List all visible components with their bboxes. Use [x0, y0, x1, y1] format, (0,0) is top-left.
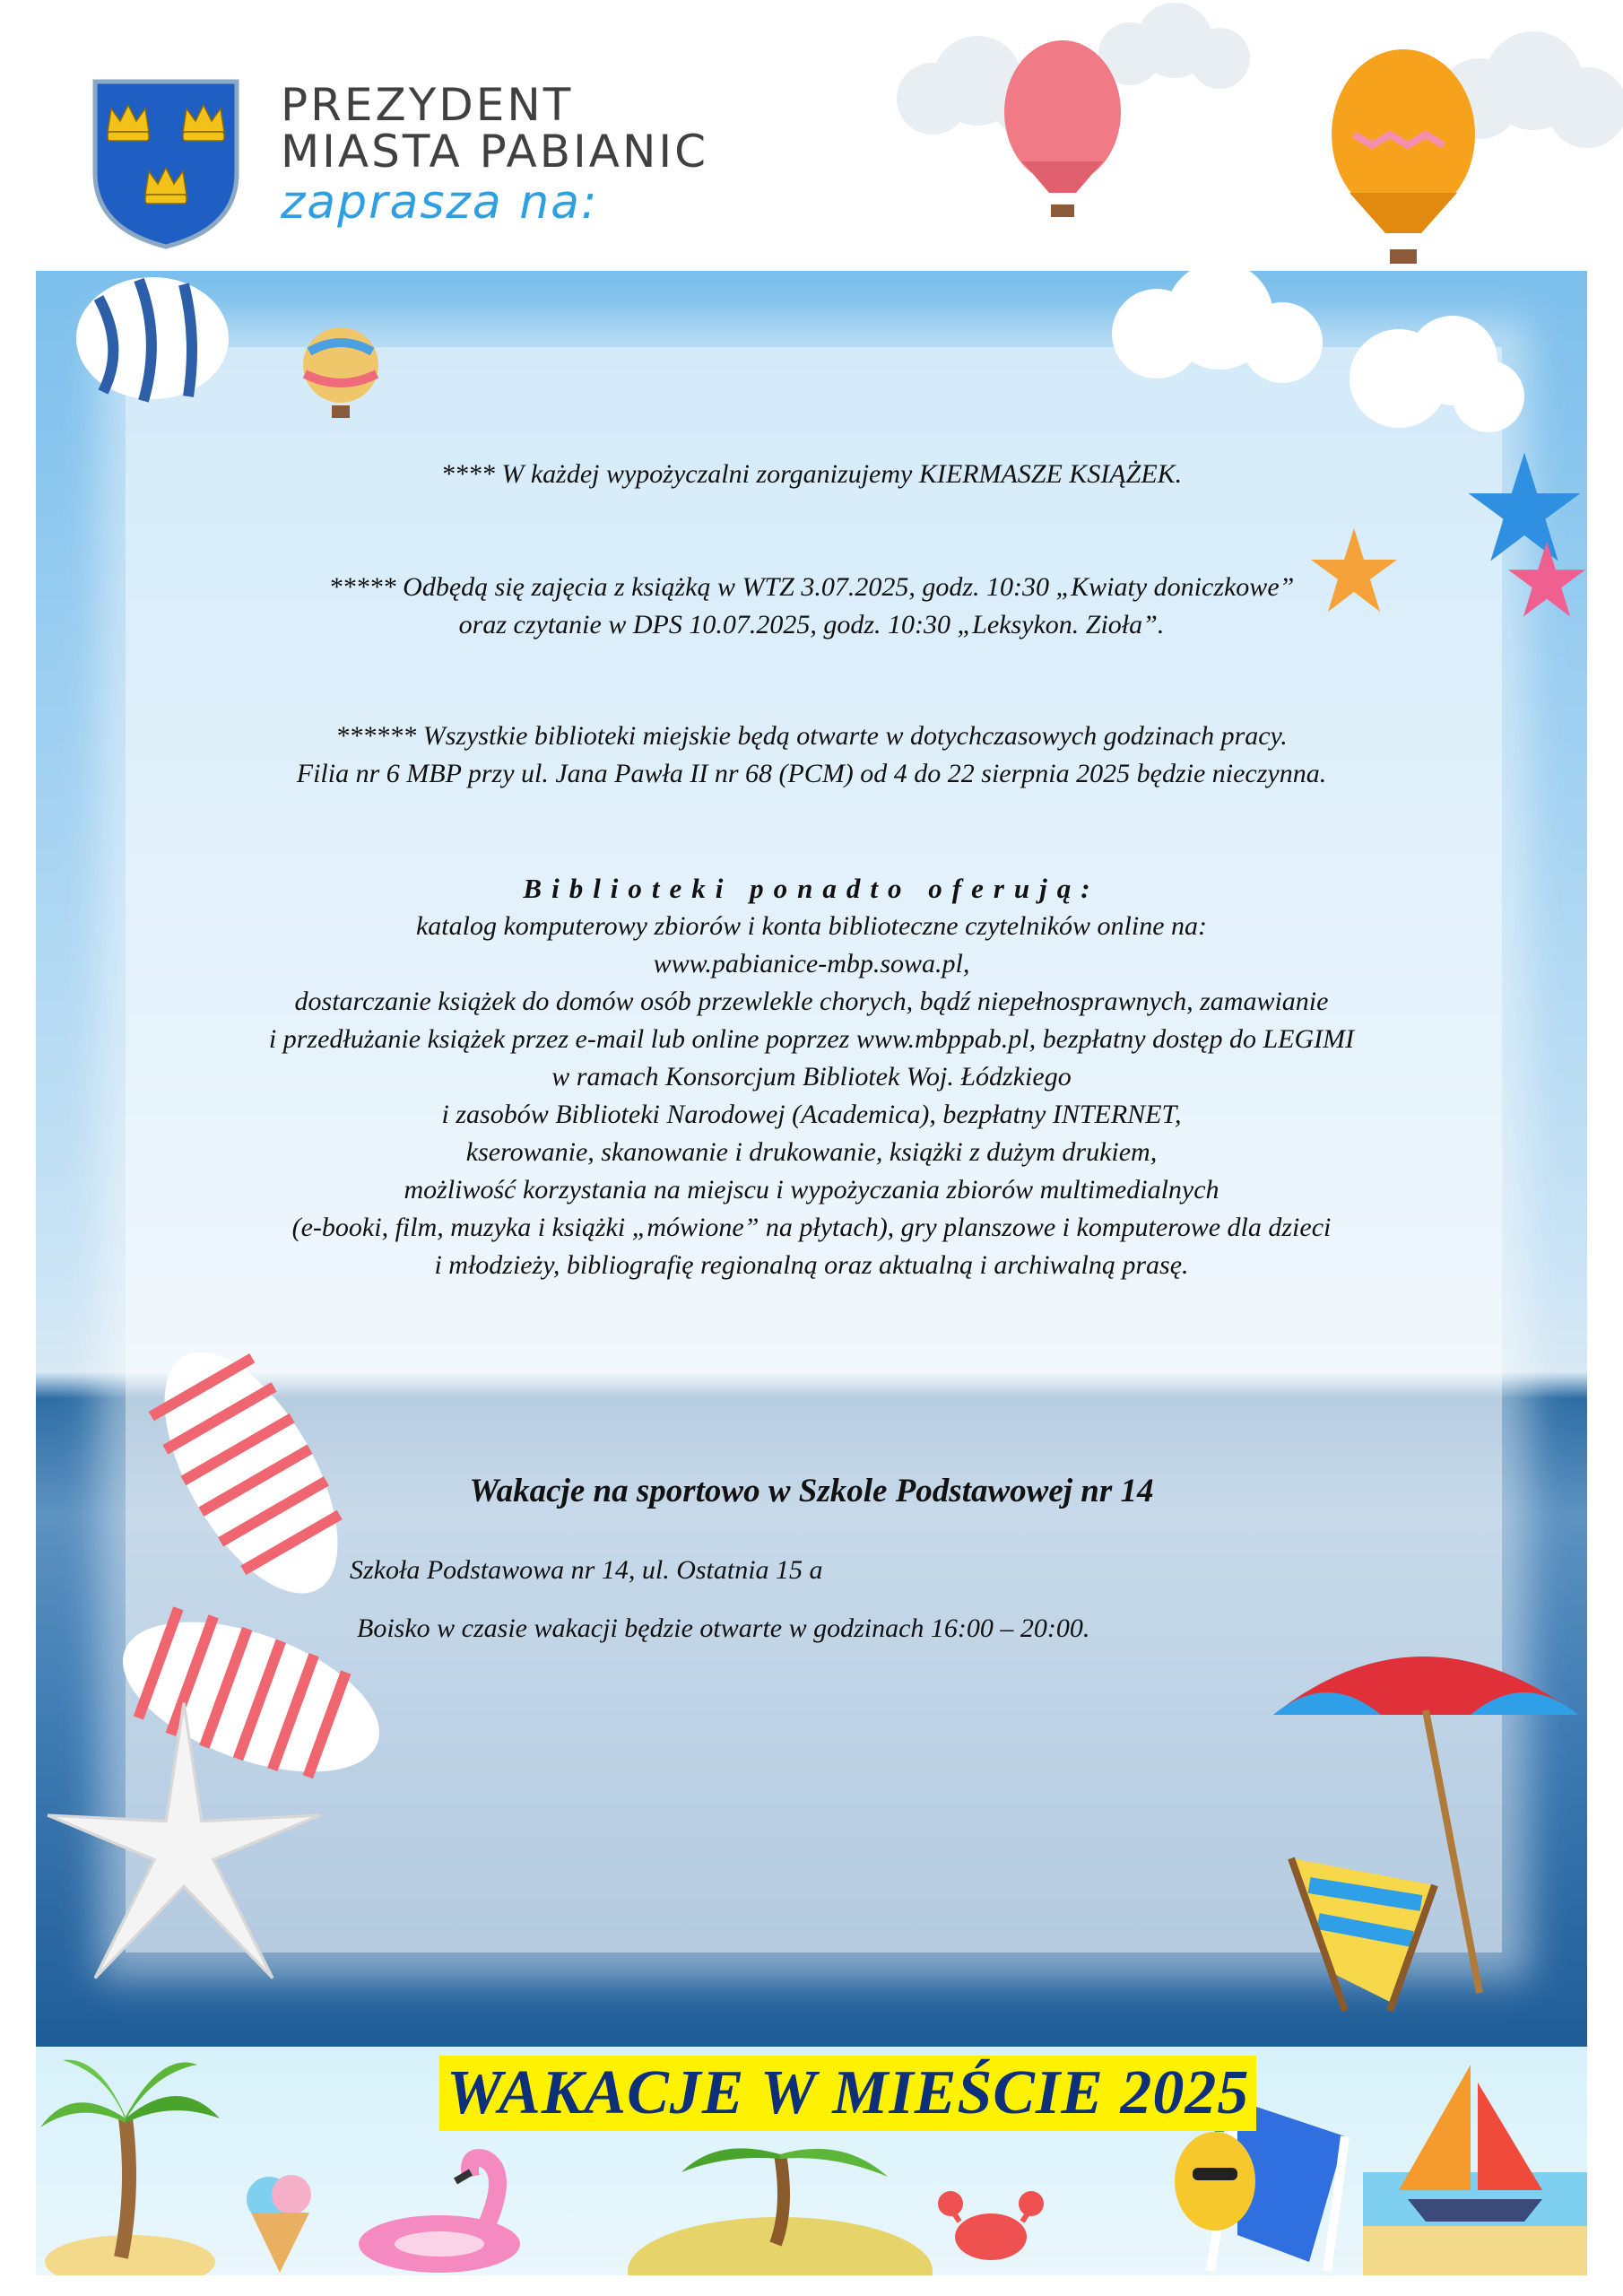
footer-title: WAKACJE W MIEŚCIE 2025: [439, 2056, 1256, 2131]
offer-line: kserowanie, skanowanie i drukowanie, książki z dużym drukiem,: [465, 1137, 1158, 1167]
offer-line: i zasobów Biblioteki Narodowej (Academica), bezpłatny INTERNET,: [441, 1100, 1182, 1129]
header-title-line2: MIASTA PABIANIC: [281, 126, 709, 178]
footer-banner: [36, 2047, 1587, 2275]
offer-line: i przedłużanie książek przez e-mail lub online poprzez www.mbppab.pl, bezpłatny dostęp do LEGIMI: [268, 1024, 1355, 1054]
offer-line: i młodzieży, bibliografię regionalną oraz aktualną i archiwalną prasę.: [434, 1250, 1189, 1280]
header-title-line1: PREZYDENT: [281, 79, 574, 131]
palm-tree-icon: [36, 2047, 224, 2275]
sport-address: Szkoła Podstawowa nr 14, ul. Ostatnia 15 a: [350, 1555, 823, 1585]
hot-air-balloon-icon: [1004, 40, 1121, 217]
offer-line: (e-booki, film, muzyka i książki „mówione” na płytach), gry planszowe i komputerowe dla dzieci: [291, 1213, 1332, 1242]
classes-note-line2: oraz czytanie w DPS 10.07.2025, godz. 10:30 „Leksykon. Zioła”.: [458, 610, 1165, 639]
balloons-clouds-decoration: [861, 0, 1623, 269]
pabianice-crest-logo: [90, 76, 242, 251]
header: [0, 0, 1623, 269]
sport-hours: Boisko w czasie wakacji będzie otwarte w godzinach 16:00 – 20:00.: [357, 1613, 1090, 1643]
offer-line: katalog komputerowy zbiorów i konta biblioteczne czytelników online na:: [415, 911, 1208, 941]
offer-line: w ramach Konsorcjum Bibliotek Woj. Łódzkiego: [551, 1062, 1072, 1091]
flamingo-float-icon: [350, 2145, 538, 2275]
header-subtitle: zaprasza na:: [281, 176, 599, 230]
offer-line: możliwość korzystania na miejscu i wypożyczania zbiorów multimedialnych: [404, 1175, 1219, 1205]
island-palm-icon: [628, 2127, 950, 2275]
offer-line: www.pabianice-mbp.sowa.pl,: [653, 949, 970, 978]
book-fair-note: **** W każdej wypożyczalni zorganizujemy KIERMASZE KSIĄŻEK.: [440, 459, 1183, 489]
sport-title: Wakacje na sportowo w Szkole Podstawowej nr 14: [469, 1473, 1154, 1509]
striped-balloon-decoration: [63, 275, 242, 410]
offer-line: dostarczanie książek do domów osób przewlekle chorych, bądź niepełnosprawnych, zamawianie: [294, 987, 1329, 1016]
classes-note-line1: ***** Odbędą się zajęcia z książką w WTZ 3.07.2025, godz. 10:30 „Kwiaty doniczkowe”: [328, 572, 1295, 602]
crab-icon: [933, 2181, 1049, 2271]
deck-chair-icon: [1291, 1858, 1435, 2011]
hours-note-line2: Filia nr 6 MBP przy ul. Jana Pawła II nr 68 (PCM) od 4 do 22 sierpnia 2025 będzie nieczynna.: [296, 759, 1327, 788]
starfish-icon: [36, 1652, 332, 2038]
sailboat-icon: [1363, 2047, 1587, 2275]
ice-cream-icon: [238, 2163, 323, 2275]
beach-umbrella-chair-decoration: [1255, 1616, 1587, 2029]
cloud-decoration: [1094, 271, 1524, 450]
offer-heading: Biblioteki ponadto oferują:: [523, 873, 1100, 904]
hot-air-balloon-icon: [291, 325, 390, 423]
hours-note-line1: ****** Wszystkie biblioteki miejskie będą otwarte w dotychczasowych godzinach pracy.: [335, 721, 1288, 751]
hot-air-balloon-icon: [1332, 49, 1475, 264]
